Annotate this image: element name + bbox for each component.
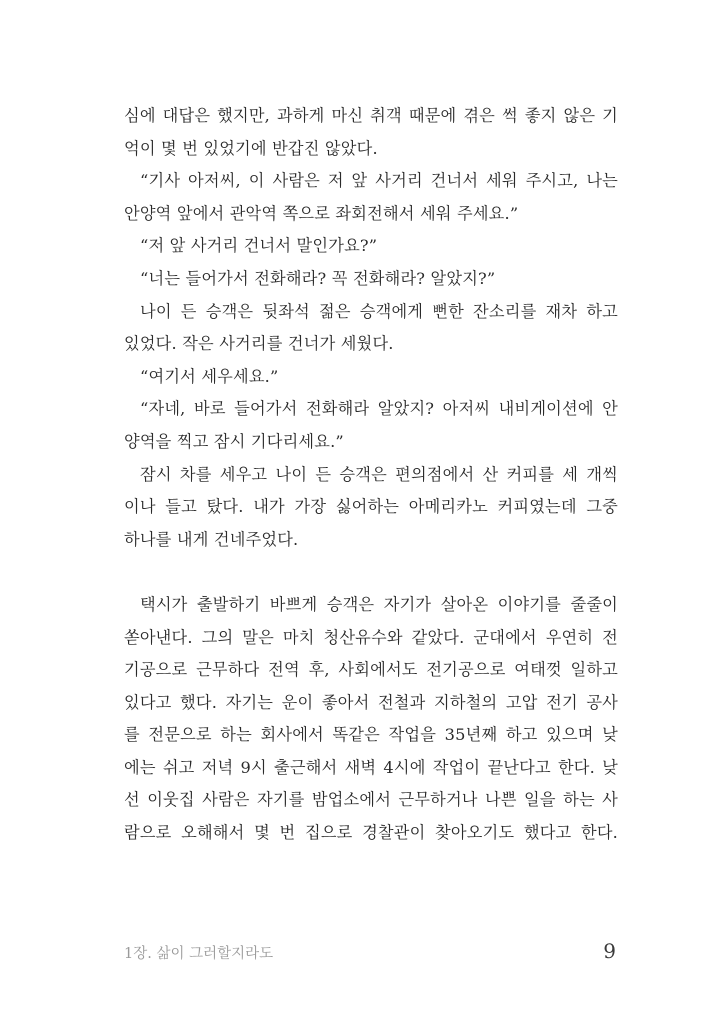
text-line: 람으로 오해해서 몇 번 집으로 경찰관이 찾아오기도 했다고 한다.	[124, 823, 618, 843]
text-line: “너는 들어가서 전화해라? 꼭 전화해라? 알았지?”	[140, 268, 496, 288]
running-head: 1장. 삶이 그러할지라도	[124, 946, 274, 962]
text-line: 를 전문으로 하는 회사에서 똑같은 작업을 35년째 하고 있으며 낮	[124, 725, 618, 745]
text-line: 기공으로 근무하다 전역 후, 사회에서도 전기공으로 여태껏 일하고	[124, 660, 618, 680]
text-line: 있었다. 작은 사거리를 건너가 세웠다.	[124, 334, 394, 354]
text-line: 있다고 했다. 자기는 운이 좋아서 전철과 지하철의 고압 전기 공사	[124, 692, 618, 712]
text-line: 선 이웃집 사람은 자기를 밤업소에서 근무하거나 나쁜 일을 하는 사	[124, 790, 618, 810]
text-line: 잠시 차를 세우고 나이 든 승객은 편의점에서 산 커피를 세 개씩	[140, 464, 618, 484]
text-line: 억이 몇 번 있었기에 반갑진 않았다.	[124, 138, 378, 158]
text-line: “저 앞 사거리 건너서 말인가요?”	[140, 236, 378, 256]
text-line: 쏟아낸다. 그의 말은 마치 청산유수와 같았다. 군대에서 우연히 전	[124, 627, 618, 647]
page-number: 9	[603, 939, 616, 963]
text-line: 나이 든 승객은 뒷좌석 젊은 승객에게 뻔한 잔소리를 재차 하고	[140, 301, 618, 321]
text-line: “자네, 바로 들어가서 전화해라 알았지? 아저씨 내비게이션에 안	[140, 399, 618, 419]
text-line: “기사 아저씨, 이 사람은 저 앞 사거리 건너서 세워 주시고, 나는	[140, 171, 618, 191]
text-line: 심에 대답은 했지만, 과하게 마신 취객 때문에 겪은 썩 좋지 않은 기	[124, 106, 618, 125]
page-footer	[124, 939, 618, 972]
text-line: 양역을 찍고 잠시 기다리세요.”	[124, 431, 344, 451]
text-line: 택시가 출발하기 바쁘게 승객은 자기가 살아온 이야기를 줄줄이	[140, 594, 618, 614]
text-line: 하나를 내게 건네주었다.	[124, 529, 299, 549]
text-line: 안양역 앞에서 관악역 쪽으로 좌회전해서 세워 주세요.”	[124, 203, 519, 223]
text-line: 에는 쉬고 저녁 9시 출근해서 새벽 4시에 작업이 끝난다고 한다. 낮	[124, 757, 618, 777]
paragraph-gap	[124, 556, 618, 589]
body-text	[124, 100, 618, 850]
text-line: 이나 들고 탔다. 내가 가장 싫어하는 아메리카노 커피였는데 그중	[124, 497, 618, 517]
text-line: “여기서 세우세요.”	[140, 366, 279, 386]
